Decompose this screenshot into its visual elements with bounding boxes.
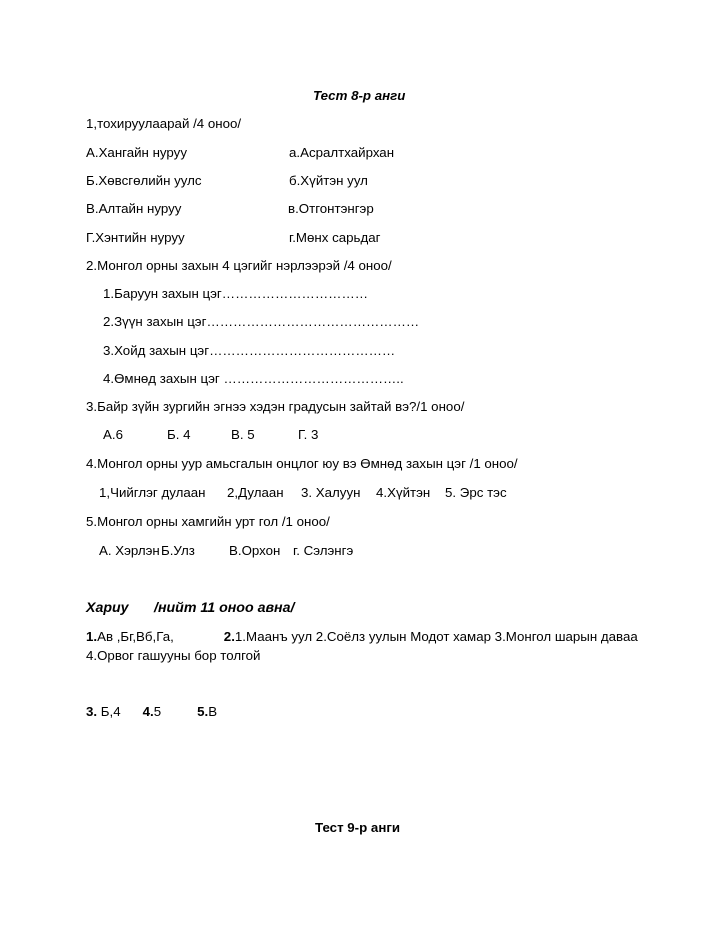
q3-header: 3.Байр зүйн зургийн эгнээ хэдэн градусын зайтай вэ?/1 оноо/	[86, 399, 465, 414]
q4-option-5: 5. Эрс тэс	[445, 485, 507, 500]
answer-4-text: 5	[153, 704, 162, 719]
q5-option-a: А. Хэрлэн	[99, 543, 160, 558]
answers-score-note: /нийт 11 оноо авна/	[154, 600, 295, 616]
q2-item-4: 4.Өмнөд захын цэг …………………………………..	[103, 371, 404, 386]
answer-2-text: 1.Маанъ уул 2.Соёлз уулын Модот хамар 3.Монгол шарын даваа 4.Орвог гашууны бор толгой	[86, 629, 638, 663]
q5-option-b: Б.Улз	[161, 543, 195, 558]
q3-option-c: В. 5	[231, 427, 255, 442]
q3-option-b: Б. 4	[167, 427, 191, 442]
q5-header: 5.Монгол орны хамгийн урт гол /1 оноо/	[86, 514, 330, 529]
answers-line-3-5	[86, 704, 217, 720]
answer-2-number: 2.	[223, 629, 235, 644]
q2-header: 2.Монгол орны захын 4 цэгийг нэрлээрэй /4 оноо/	[86, 258, 392, 273]
q1-right-c: в.Отгонтэнгэр	[288, 201, 374, 216]
q2-item-1: 1.Баруун захын цэг……………………………	[103, 286, 369, 301]
q2-item-3: 3.Хойд захын цэг……………………………………	[103, 343, 396, 358]
answer-1-number: 1.	[86, 629, 98, 644]
q4-option-3: 3. Халуун	[301, 485, 361, 500]
q3-option-d: Г. 3	[298, 427, 319, 442]
answers-heading: Хариу	[86, 600, 129, 616]
answer-3-text: Б,4	[97, 704, 121, 719]
q1-right-a: а.Асралтхайрхан	[289, 145, 395, 160]
answer-1-text: Ав ,Бг,Вб,Га,	[97, 629, 174, 644]
q1-right-b: б.Хүйтэн уул	[289, 173, 368, 188]
q1-left-d: Г.Хэнтийн нуруу	[86, 230, 185, 245]
answer-5-text: В	[208, 704, 218, 719]
answer-4-number: 4.	[142, 704, 154, 719]
q5-option-c: В.Орхон	[229, 543, 281, 558]
q5-option-d: г. Сэлэнгэ	[293, 543, 354, 558]
answers-line-1-2	[86, 627, 646, 665]
q1-right-d: г.Мөнх сарьдаг	[289, 230, 381, 245]
test-title: Тест 8-р анги	[313, 88, 406, 103]
q4-option-4: 4.Хүйтэн	[376, 485, 431, 500]
next-test-title: Тест 9-р анги	[315, 820, 401, 835]
q2-item-2: 2.Зүүн захын цэг…………………………………………	[103, 314, 420, 329]
q4-option-1: 1,Чийглэг дулаан	[99, 485, 206, 500]
q1-header: 1,тохируулаарай /4 оноо/	[86, 116, 242, 131]
q1-left-a: А.Хангайн нуруу	[86, 145, 187, 160]
answer-5-number: 5.	[197, 704, 209, 719]
q4-option-2: 2,Дулаан	[227, 485, 284, 500]
q3-option-a: А.6	[103, 427, 123, 442]
q4-header: 4.Монгол орны уур амьсгалын онцлог юу вэ Өмнөд захын цэг /1 оноо/	[86, 456, 518, 471]
q1-left-b: Б.Хөвсгөлийн уулс	[86, 173, 202, 188]
answer-3-number: 3.	[86, 704, 98, 719]
q1-left-c: В.Алтайн нуруу	[86, 201, 182, 216]
